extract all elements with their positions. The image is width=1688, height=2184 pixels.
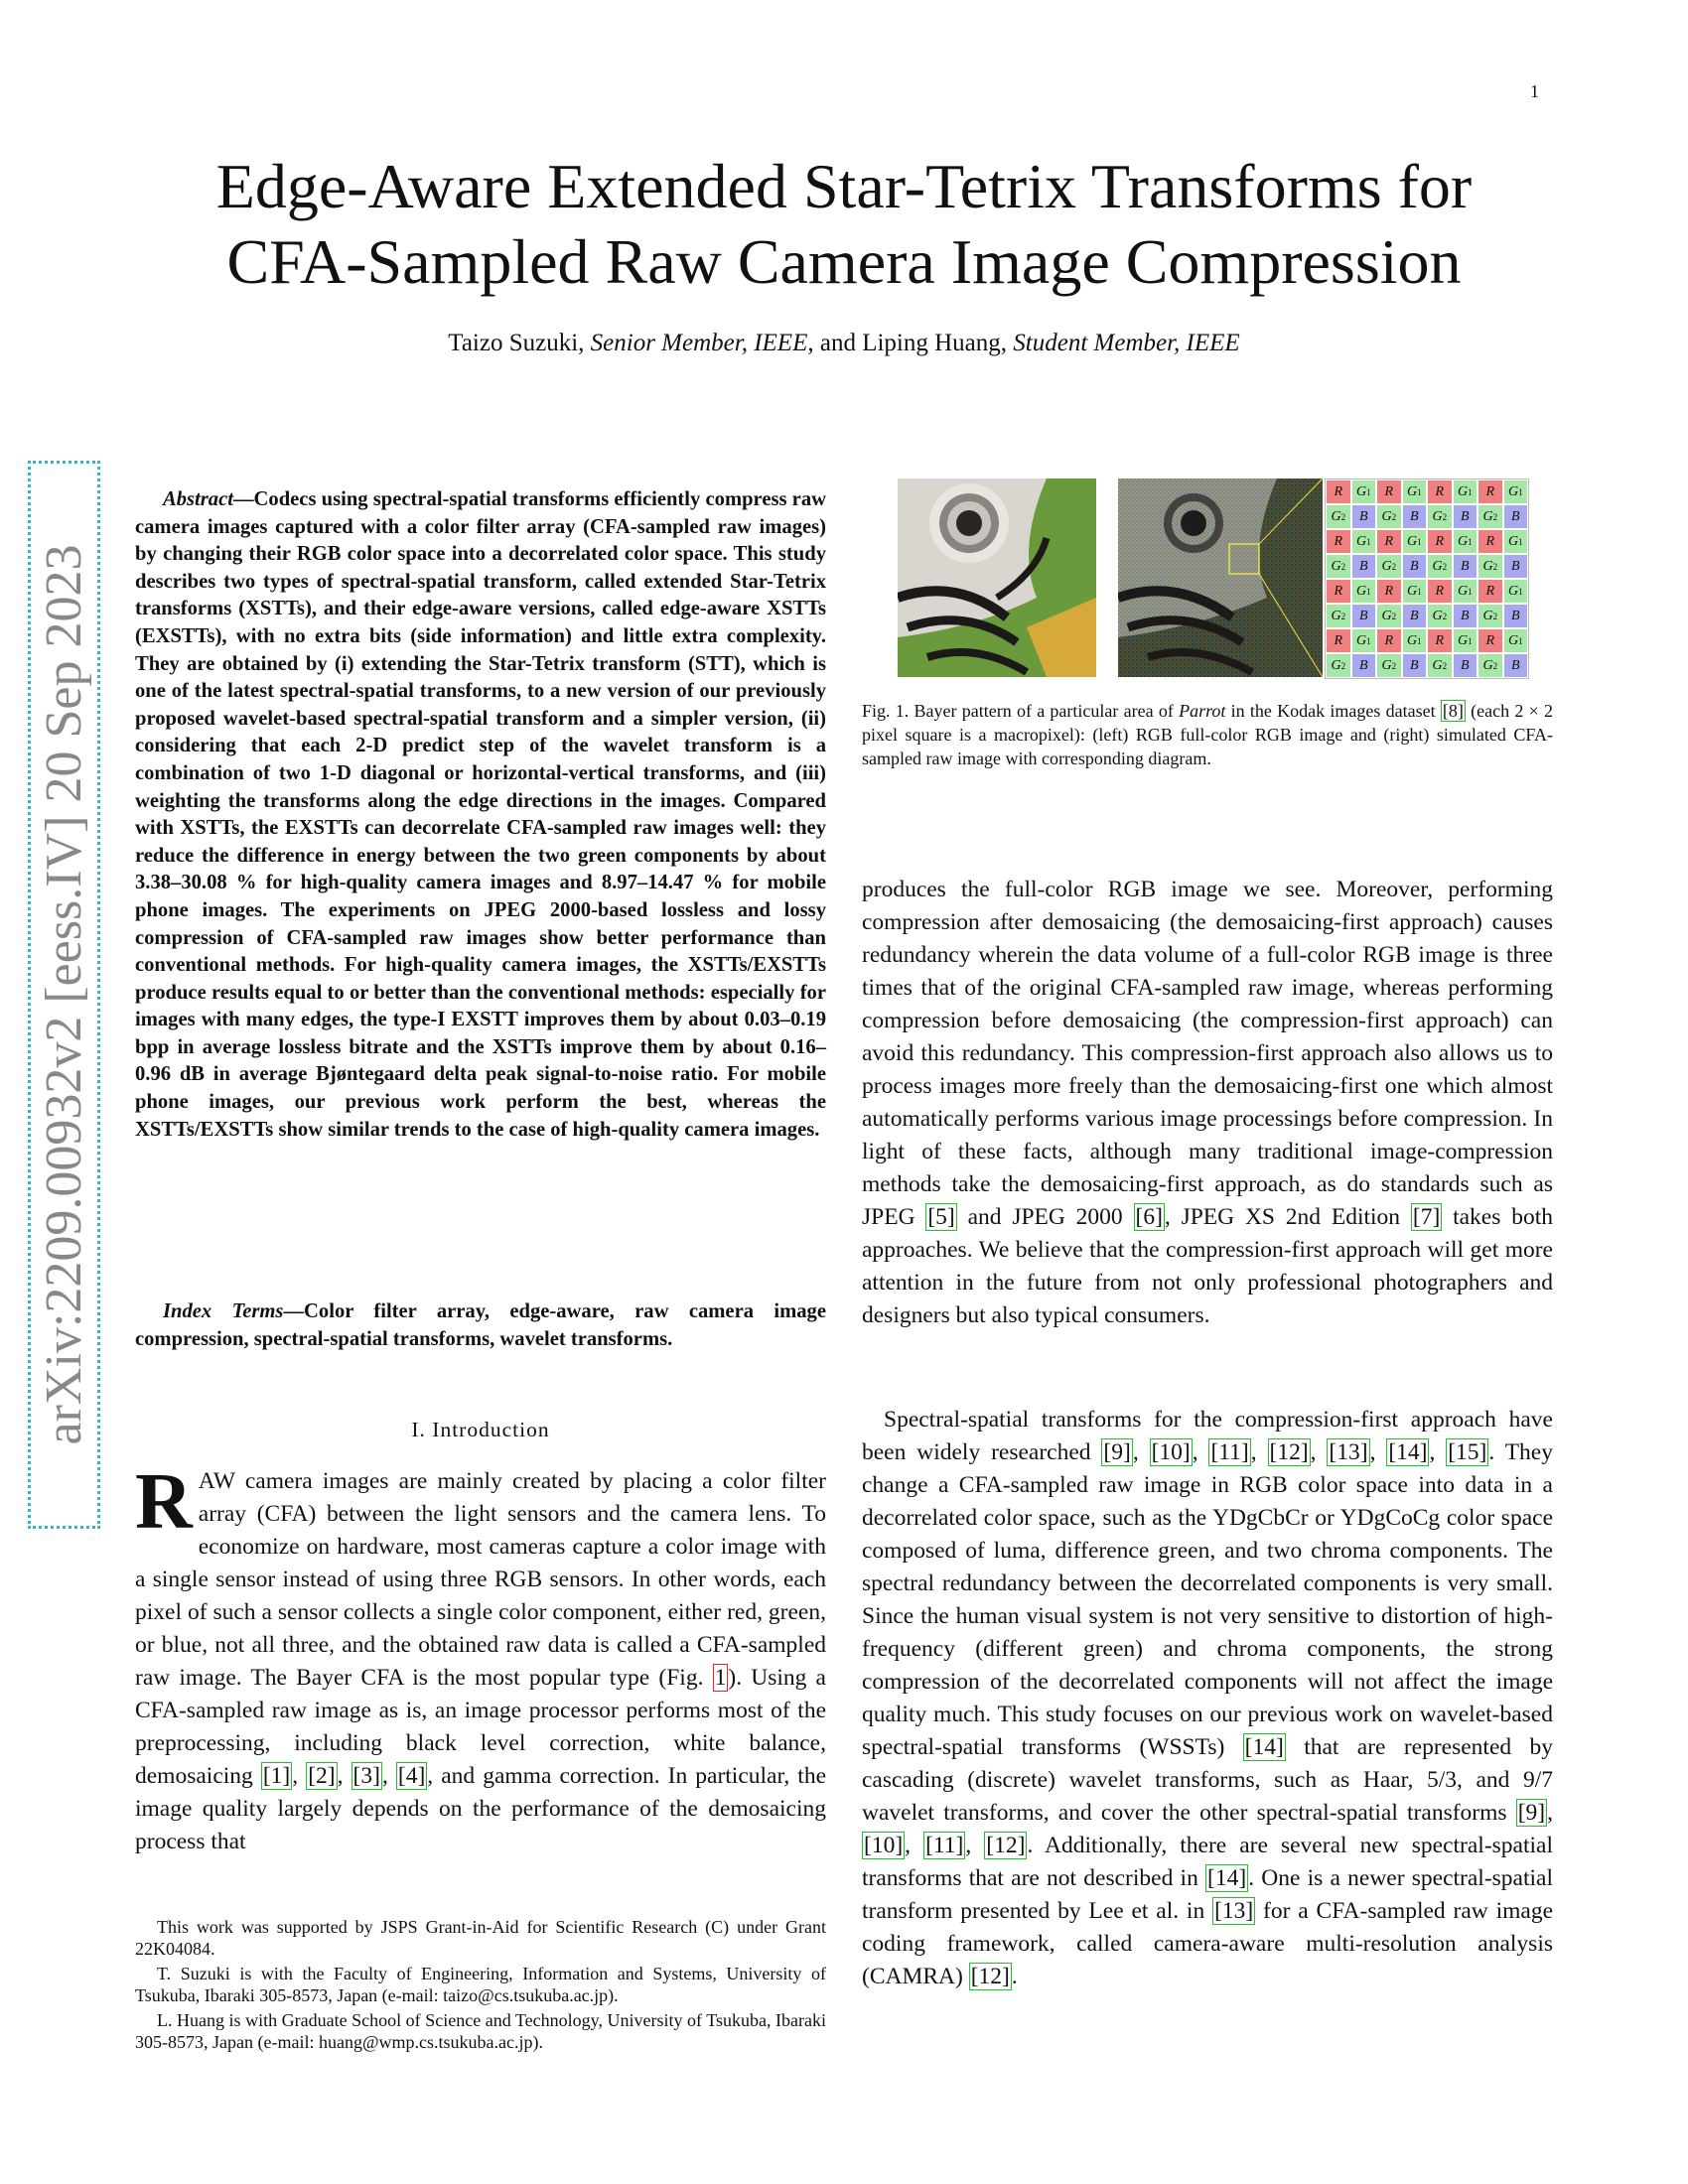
bayer-cell-g1: G 1 <box>1503 529 1529 554</box>
bayer-cell-g1: G 1 <box>1351 529 1377 554</box>
bayer-cell-g1: G 1 <box>1453 529 1478 554</box>
right2-text-c: that are represented by cascading (discrete) wavelet transforms, such as Haar, 5/3, and 9/7 wavelet transforms, and cover the other spectral-spatial transforms <box>862 1734 1553 1826</box>
index-terms <box>135 1298 826 1353</box>
abstract <box>135 486 826 1144</box>
bayer-cell-g2: G 2 <box>1427 504 1453 529</box>
title-line-1: Edge-Aware Extended Star-Tetrix Transforms for <box>215 151 1473 221</box>
author-1: Taizo Suzuki, <box>448 330 585 356</box>
right2-text-d: . Additionally, there are several new spectral-spatial transforms that are not described in <box>862 1833 1554 1891</box>
bayer-cell-r: R <box>1326 529 1351 554</box>
bayer-cell-b: B <box>1503 504 1529 529</box>
citation-11[interactable]: [11] <box>1210 1439 1249 1465</box>
right-text-b: and JPEG 2000 <box>956 1204 1134 1230</box>
citation-12[interactable]: [12] <box>970 1964 1010 1989</box>
citation-2[interactable]: [2] <box>308 1763 336 1789</box>
section-heading: I. Introduction <box>411 1418 550 1441</box>
author-2: , and Liping Huang, <box>807 330 1008 356</box>
citation-12[interactable]: [12] <box>1269 1439 1309 1465</box>
citation-11[interactable]: [11] <box>925 1833 964 1858</box>
bayer-cell-g2: G 2 <box>1477 653 1503 678</box>
bayer-cell-g2: G 2 <box>1427 554 1453 579</box>
intro-body: RAW camera images are mainly created by placing a color filter array (CFA) between the light sensors and the camera lens. To economize on hardware, most cameras capture a color image with a single sensor instead of using three RGB sensors. In other words, each pixel of such a sensor collects a single color component, either red, green, or blue, not all three, and the obtained raw data is called a CFA-sampled raw image. The Bayer CFA is the most popular type (Fig. 1). Using a CFA-sampled raw image as is, an image processor performs most of the preprocessing, including black level correction, white balance, demosaicing [1], [2], [3], [4], and gamma correction. In particular, the image quality largely depends on the performance of the demosaicing process that <box>135 1458 826 1854</box>
citation-13[interactable]: [13] <box>1329 1439 1368 1465</box>
bayer-cell-b: B <box>1453 554 1478 579</box>
bayer-cell-r: R <box>1376 479 1402 504</box>
bayer-cell-b: B <box>1453 604 1478 628</box>
bayer-cell-g1: G 1 <box>1402 628 1428 653</box>
bayer-cell-g1: G 1 <box>1351 479 1377 504</box>
paper-title <box>0 149 1688 300</box>
drop-cap: R <box>135 1458 193 1546</box>
bayer-cell-g2: G 2 <box>1477 504 1503 529</box>
bayer-cell-r: R <box>1376 529 1402 554</box>
citation-6[interactable]: [6] <box>1135 1204 1163 1230</box>
bayer-cell-r: R <box>1477 579 1503 604</box>
bayer-cell-b: B <box>1503 554 1529 579</box>
abstract-label: Abstract <box>163 488 233 510</box>
title-line-2: CFA-Sampled Raw Camera Image Compression <box>226 226 1462 297</box>
parrot-cfa-image <box>1118 478 1323 677</box>
bayer-cell-g1: G 1 <box>1402 529 1428 554</box>
bayer-cell-r: R <box>1427 529 1453 554</box>
bayer-cell-g1: G 1 <box>1453 479 1478 504</box>
citation-8[interactable]: [8] <box>1442 701 1464 721</box>
bayer-cell-r: R <box>1427 628 1453 653</box>
bayer-pattern-diagram <box>1325 478 1529 679</box>
citation-10[interactable]: [10] <box>864 1833 904 1858</box>
citation-1[interactable]: [1] <box>262 1763 291 1789</box>
bayer-cell-r: R <box>1477 628 1503 653</box>
right2-text-a: Spectral-spatial transforms for the compression-first approach have been widely researched <box>862 1407 1553 1465</box>
citation-9[interactable]: [9] <box>1103 1439 1131 1465</box>
bayer-cell-g1: G 1 <box>1503 628 1529 653</box>
parrot-rgb-image <box>898 478 1096 677</box>
citation-14[interactable]: [14] <box>1207 1865 1247 1891</box>
caption-text-a: Fig. 1. Bayer pattern of a particular area of <box>862 701 1180 721</box>
bayer-cell-g2: G 2 <box>1326 554 1351 579</box>
citation-10[interactable]: [10] <box>1151 1439 1191 1465</box>
citation-4[interactable]: [4] <box>397 1763 426 1789</box>
bayer-cell-g1: G 1 <box>1503 579 1529 604</box>
bayer-cell-g1: G 1 <box>1453 579 1478 604</box>
citation-3[interactable]: [3] <box>352 1763 380 1789</box>
bayer-cell-b: B <box>1453 504 1478 529</box>
footnote-author-1: T. Suzuki is with the Faculty of Engineering, Information and Systems, University of Tsukuba, Ibaraki 305-8573, Japan (e-mail: taizo@cs.tsukuba.ac.jp). <box>135 1964 826 2005</box>
right-text-a: produces the full-color RGB image we see. Moreover, performing compression after demosaicing (the demosaicing-first approach) causes redundancy wherein the data volume of a full-color RGB image is three times that of the original CFA-sampled raw image, whereas performing compression before demosaicing (the compression-first approach) can avoid this redundancy. This compression-first approach also allows us to process images more freely than the demosaicing-first one which almost automatically performs various image processings before compression. In light of these facts, although many traditional image-compression methods take the demosaicing-first approach, as do standards such as JPEG <box>862 877 1553 1230</box>
caption-text-c: (each 2 × 2 pixel square is a macropixel): (left) RGB full-color RGB image and (right) simulated CFA-sampled raw image with corresponding diagram. <box>862 701 1553 768</box>
citation-13[interactable]: [13] <box>1214 1898 1254 1924</box>
bayer-cell-r: R <box>1326 479 1351 504</box>
bayer-cell-r: R <box>1477 479 1503 504</box>
bayer-cell-b: B <box>1503 604 1529 628</box>
bayer-cell-g2: G 2 <box>1326 504 1351 529</box>
index-terms-label: Index Terms <box>163 1300 284 1322</box>
bayer-cell-g1: G 1 <box>1503 479 1529 504</box>
citation-14[interactable]: [14] <box>1244 1734 1284 1760</box>
citation-9[interactable]: [9] <box>1517 1800 1546 1826</box>
bayer-cell-r: R <box>1427 479 1453 504</box>
footnotes <box>135 1916 826 2056</box>
bayer-cell-g1: G 1 <box>1402 479 1428 504</box>
bayer-cell-g2: G 2 <box>1376 653 1402 678</box>
right-text-c: , JPEG XS 2nd Edition <box>1164 1204 1411 1230</box>
bayer-cell-g1: G 1 <box>1453 628 1478 653</box>
right2-text-f: for a CFA-sampled raw image coding framework, called camera-aware multi-resolution analysis (CAMRA) <box>862 1898 1553 1989</box>
bayer-cell-b: B <box>1351 504 1377 529</box>
figure-1-caption <box>862 699 1553 770</box>
bayer-cell-b: B <box>1351 604 1377 628</box>
bayer-cell-b: B <box>1351 653 1377 678</box>
right-column-para-2: Spectral-spatial transforms for the compression-first approach have been widely researched [9], [10], [11], [12], [13], [14], [15]. They change a CFA-sampled raw image in RGB color space into data in a decorrelated color space, such as the YDgCbCr or YDgCoCg color space composed of luma, difference green, and two chroma components. The spectral redundancy between the decorrelated components is very small. Since the human visual system is not very sensitive to distortion of high-frequency (different green) and chroma components, the strong compression of the decorrelated components will not affect the image quality much. This study focuses on our previous work on wavelet-based spectral-spatial transforms (WSSTs) [14] that are represented by cascading (discrete) wavelet transforms, such as Haar, 5/3, and 9/7 wavelet transforms, and cover the other spectral-spatial transforms [9], [10], [11], [12]. Additionally, there are several new spectral-spatial transforms that are not described in [14]. One is a newer spectral-spatial transform presented by Lee et al. in [13] for a CFA-sampled raw image coding framework, called camera-aware multi-resolution analysis (CAMRA) [12]. <box>862 1407 1554 1989</box>
author-1-role: Senior Member, IEEE <box>590 330 808 356</box>
citation-5[interactable]: [5] <box>927 1204 955 1230</box>
footnote-author-2: L. Huang is with Graduate School of Science and Technology, University of Tsukuba, Ibaraki 305-8573, Japan (e-mail: huang@wmp.cs.tsukuba.ac.jp). <box>135 2010 826 2052</box>
bayer-cell-r: R <box>1477 529 1503 554</box>
intro-text-b: ). Using a CFA-sampled raw image as is, an image processor performs most of the preprocessing, including black level correction, white balance, demosaicing <box>135 1665 826 1789</box>
bayer-cell-g1: G 1 <box>1351 628 1377 653</box>
bayer-cell-g2: G 2 <box>1477 604 1503 628</box>
right2-text-g: . <box>1011 1964 1018 1989</box>
citation-15[interactable]: [15] <box>1448 1439 1487 1465</box>
bayer-cell-b: B <box>1402 604 1428 628</box>
bayer-cell-b: B <box>1503 653 1529 678</box>
bayer-cell-g2: G 2 <box>1326 604 1351 628</box>
citation-7[interactable]: [7] <box>1412 1204 1441 1230</box>
bayer-cell-r: R <box>1326 628 1351 653</box>
right2-text-e: . One is a newer spectral-spatial transform presented by Lee et al. in <box>862 1865 1554 1924</box>
bayer-cell-g2: G 2 <box>1427 604 1453 628</box>
author-line <box>0 330 1688 357</box>
bayer-cell-b: B <box>1402 554 1428 579</box>
bayer-cell-g2: G 2 <box>1477 554 1503 579</box>
bayer-cell-r: R <box>1376 579 1402 604</box>
fig-ref-1[interactable]: 1 <box>714 1665 727 1691</box>
abstract-text: —Codecs using spectral-spatial transforms efficiently compress raw camera images captured with a color filter array (CFA-sampled raw images) by changing their RGB color space into a decorrelated color space. This study describes two types of spectral-spatial transform, called extended Star-Tetrix transforms (XSTTs), and their edge-aware versions, called edge-aware XSTTs (EXSTTs), with no extra bits (side information) and little extra complexity. They are obtained by (i) extending the Star-Tetrix transform (STT), which is one of the latest spectral-spatial transforms, to a new version of our previously proposed wavelet-based spectral-spatial transform and a simpler version, (ii) considering that each 2-D predict step of the wavelet transform is a combination of two 1-D diagonal or horizontal-vertical transforms, and (iii) weighting the transforms along the edge directions in the images. Compared with XSTTs, the EXSTTs can decorrelate CFA-sampled raw images well: they reduce the difference in energy between the two green components by about 3.38–30.08 % for high-quality camera images and 8.97–14.47 % for mobile phone images. The experiments on JPEG 2000-based lossless and lossy compression of CFA-sampled raw images show better performance than conventional methods. For high-quality camera images, the XSTTs/EXSTTs produce results equal to or better than the conventional methods: especially for images with many edges, the type-I EXSTT improves them by about 0.03–0.19 bpp in average lossless bitrate and the XSTTs improve them by about 0.16–0.96 dB in average Bjøntegaard delta peak signal-to-noise ratio. For mobile phone images, our previous work perform the best, whereas the XSTTs/EXSTTs show similar trends to the case of high-quality camera images. <box>135 488 826 1141</box>
page-number: 1 <box>1530 81 1539 101</box>
intro-text-c: , and gamma correction. In particular, the image quality largely depends on the performance of the demosaicing process that <box>135 1763 826 1854</box>
index-terms-text: —Color filter array, edge-aware, raw camera image compression, spectral-spatial transforms, wavelet transforms. <box>135 1300 826 1350</box>
bayer-cell-r: R <box>1326 579 1351 604</box>
bayer-cell-g2: G 2 <box>1376 554 1402 579</box>
right-column-para-1 <box>862 874 1553 1332</box>
bayer-cell-g2: G 2 <box>1376 604 1402 628</box>
footnote-funding: This work was supported by JSPS Grant-in-Aid for Scientific Research (C) under Grant 22K04084. <box>135 1917 826 1959</box>
bayer-cell-g2: G 2 <box>1427 653 1453 678</box>
intro-text-a: AW camera images are mainly created by placing a color filter array (CFA) between the light sensors and the camera lens. To economize on hardware, most cameras capture a color image with a single sensor instead of using three RGB sensors. In other words, each pixel of such a sensor collects a single color component, either red, green, or blue, not all three, and the obtained raw data is called a CFA-sampled raw image. The Bayer CFA is the most popular type (Fig. <box>135 1468 826 1691</box>
bayer-cell-r: R <box>1427 579 1453 604</box>
bayer-cell-b: B <box>1453 653 1478 678</box>
bayer-cell-g2: G 2 <box>1376 504 1402 529</box>
caption-text-b: in the Kodak images dataset <box>1225 701 1441 721</box>
bayer-cell-r: R <box>1376 628 1402 653</box>
citation-12[interactable]: [12] <box>986 1833 1026 1858</box>
bayer-cell-b: B <box>1402 653 1428 678</box>
right2-text-b: . They change a CFA-sampled raw image in RGB color space into data in a decorrelated color space, such as the YDgCbCr or YDgCoCg color space composed of luma, difference green, and two chroma components. The spectral redundancy between the decorrelated components is very small. Since the human visual system is not very sensitive to distortion of high-frequency (different green) and chroma components, the strong compression of the decorrelated components will not affect the image quality much. This study focuses on our previous work on wavelet-based spectral-spatial transforms (WSSTs) <box>862 1439 1553 1760</box>
author-2-role: Student Member, IEEE <box>1013 330 1240 356</box>
citation-14[interactable]: [14] <box>1388 1439 1428 1465</box>
arxiv-stamp[interactable]: arXiv:2209.00932v2 [eess.IV] 20 Sep 2023 <box>28 461 100 1529</box>
bayer-cell-g2: G 2 <box>1326 653 1351 678</box>
bayer-cell-b: B <box>1351 554 1377 579</box>
bayer-cell-g1: G 1 <box>1402 579 1428 604</box>
right-text-d: takes both approaches. We believe that the compression-first approach will get more attention in the future from not only professional photographers and designers but also typical consumers. <box>862 1204 1553 1328</box>
caption-parrot: Parrot <box>1179 701 1226 721</box>
bayer-cell-g1: G 1 <box>1351 579 1377 604</box>
bayer-cell-b: B <box>1402 504 1428 529</box>
